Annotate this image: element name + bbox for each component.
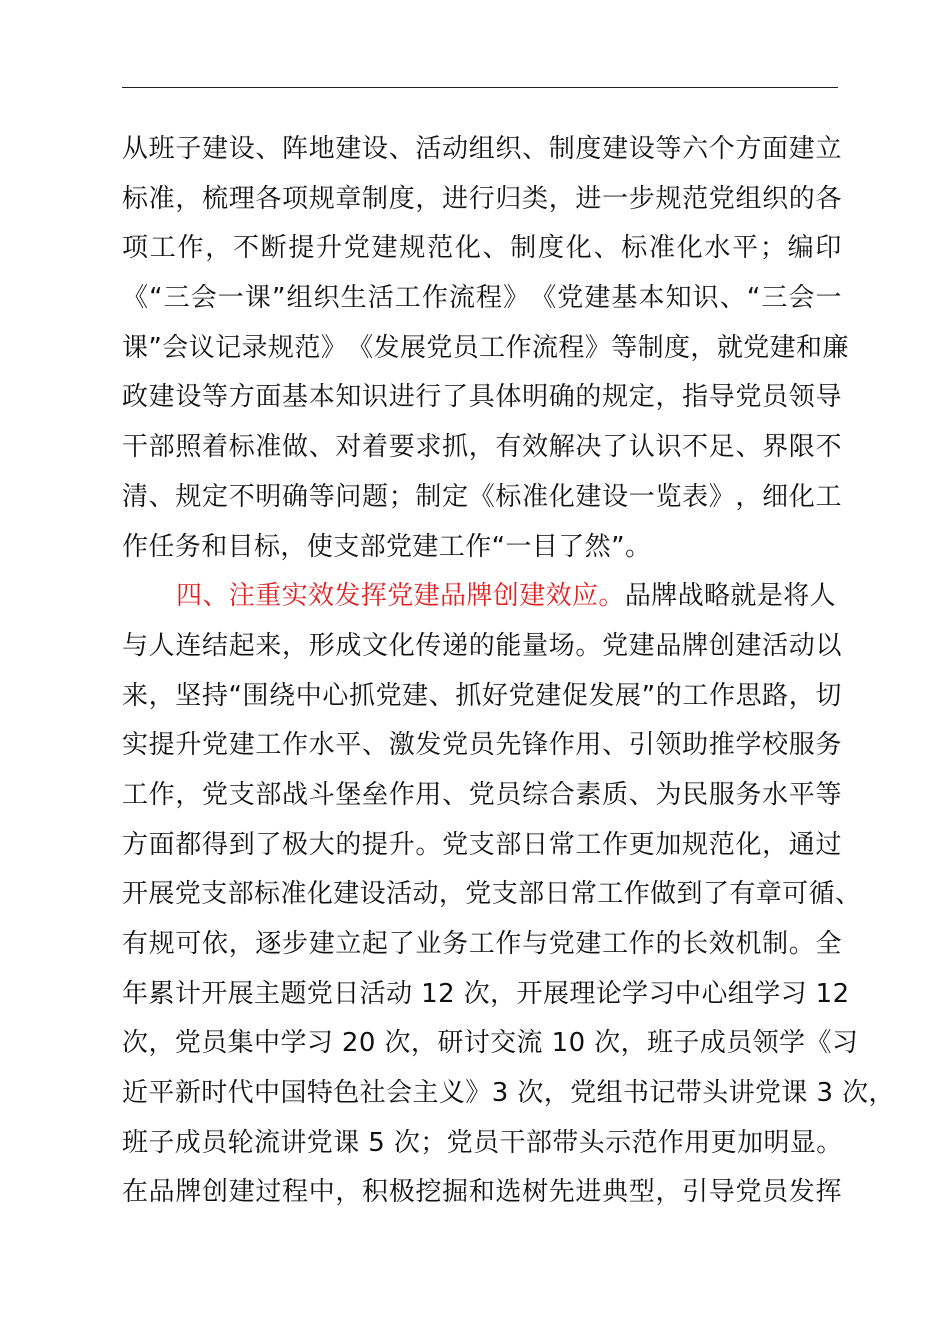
paragraph-line: 与 人 连 结 起 来 ， 形 成 文 化 传 递 的 能 量 场 。 党 建 品 牌 创 建 活 动 以 bbox=[122, 630, 842, 661]
paragraph-line: 开 展 党 支 部 标 准 化 建 设 活 动 ， 党 支 部 日 常 工 作 做 到 了 有 章 可 循 、 bbox=[122, 879, 862, 910]
paragraph-line: 工 作 ， 党 支 部 战 斗 堡 垒 作 用 、 党 员 综 合 素 质 、 为 民 服 务 水 平 等 bbox=[122, 779, 842, 810]
document-body bbox=[122, 125, 895, 1218]
section-four-first-line bbox=[122, 572, 842, 622]
paragraph-line: 方 面 都 得 到 了 极 大 的 提 升 。 党 支 部 日 常 工 作 更 加 规 范 化 ， 通 过 bbox=[122, 829, 842, 860]
paragraph-line: 标 准 ， 梳 理 各 项 规 章 制 度 ， 进 行 归 类 ， 进 一 步 规 范 党 组 织 的 各 bbox=[122, 183, 842, 214]
paragraph-line: 在 品 牌 创 建 过 程 中 ， 积 极 挖 掘 和 选 树 先 进 典 型 ， 引 导 党 员 发 挥 bbox=[122, 1177, 842, 1208]
section-four-lead-text: 品牌战略就是将人 bbox=[624, 581, 837, 612]
paragraph-line: 项 工 作 ， 不 断 提 升 党 建 规 范 化 、 制 度 化 、 标 准 化 水 平 ； 编 印 bbox=[122, 233, 842, 264]
paragraph-line: 次 ， 党 员 集 中 学 习 2 0 次 ， 研 讨 交 流 1 0 次 ， 班 子 成 员 领 学 《 习 bbox=[122, 1028, 859, 1059]
paragraph-line: 年 累 计 开 展 主 题 党 日 活 动 1 2 次 ， 开 展 理 论 学 习 中 心 组 学 习 1 2 bbox=[122, 978, 850, 1009]
section-four-heading: 四、注重实效发挥党建品牌创建效应。 bbox=[176, 581, 625, 612]
paragraph-line: 有 规 可 依 ， 逐 步 建 立 起 了 业 务 工 作 与 党 建 工 作 的 长 效 机 制 。 全 bbox=[122, 929, 842, 959]
paragraph-line: 实 提 升 党 建 工 作 水 平 、 激 发 党 员 先 锋 作 用 、 引 领 助 推 学 校 服 务 bbox=[122, 730, 842, 761]
paragraph-line: 近 平 新 时 代 中 国 特 色 社 会 主 义 》 3 次 ， 党 组 书 记 带 头 讲 党 课 3 次 ， bbox=[122, 1078, 895, 1109]
paragraph-line: 从 班 子 建 设 、 阵 地 建 设 、 活 动 组 织 、 制 度 建 设 等 六 个 方 面 建 立 bbox=[122, 134, 842, 164]
paragraph-line: 干 部 照 着 标 准 做 、 对 着 要 求 抓 ， 有 效 解 决 了 认 识 不 足 、 界 限 不 bbox=[122, 432, 842, 463]
section-four bbox=[122, 572, 895, 1218]
paragraph-line: 来 ， 坚 持 “ 围 绕 中 心 抓 党 建 、 抓 好 党 建 促 发 展 ” 的 工 作 思 路 ， 切 bbox=[122, 680, 842, 711]
paragraph-line: 课 ” 会 议 记 录 规 范 》 《 发 展 党 员 工 作 流 程 》 等 制 度 ， 就 党 建 和 廉 bbox=[122, 332, 849, 363]
paragraph-line: 政 建 设 等 方 面 基 本 知 识 进 行 了 具 体 明 确 的 规 定 ， 指 导 党 员 领 导 bbox=[122, 382, 842, 413]
header-rule bbox=[122, 87, 838, 88]
paragraph-line: 作任务和目标，使支部党建工作“一目了然”。 bbox=[122, 531, 652, 562]
paragraph-standards bbox=[122, 125, 849, 572]
paragraph-line: 《 “ 三 会 一 课 ” 组 织 生 活 工 作 流 程 》 《 党 建 基 本 知 识 、 “ 三 会 一 bbox=[122, 283, 842, 314]
paragraph-line: 清 、 规 定 不 明 确 等 问 题 ； 制 定 《 标 准 化 建 设 一 览 表 》 ， 细 化 工 bbox=[122, 481, 842, 512]
paragraph-line: 班子成员轮流讲党课 5 次；党员干部带头示范作用更加明显。 bbox=[122, 1127, 843, 1158]
